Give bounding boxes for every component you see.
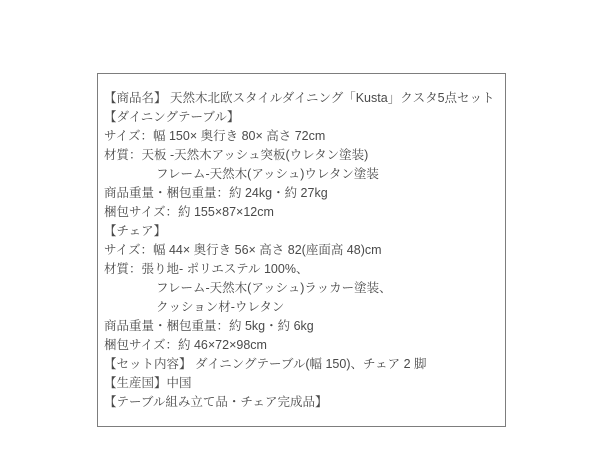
section-chair: 【チェア】: [104, 224, 167, 238]
assembly-note: 【テーブル組み立て品・チェア完成品】: [104, 395, 328, 409]
chair-material-frame: フレーム-天然木(アッシュ)ラッカー塗装、: [156, 281, 392, 295]
product-spec-panel: [97, 73, 506, 427]
chair-weight: 商品重量・梱包重量：約 5kg・約 6kg: [104, 319, 314, 333]
set-contents: 【セット内容】 ダイニングテーブル(幅 150)、チェア 2 脚: [104, 357, 427, 371]
table-weight: 商品重量・梱包重量：約 24kg・約 27kg: [104, 186, 328, 200]
table-material-top: 材質：天板 -天然木アッシュ突板(ウレタン塗装): [104, 148, 369, 162]
chair-material-fabric: 材質：張り地- ポリエステル 100%、: [104, 262, 309, 276]
country-of-origin: 【生産国】中国: [104, 376, 192, 390]
table-package-size: 梱包サイズ：約 155×87×12cm: [104, 205, 274, 219]
table-material-frame: フレーム-天然木(アッシュ)ウレタン塗装: [156, 167, 379, 181]
chair-size: サイズ：幅 44× 奥行き 56× 高さ 82(座面高 48)cm: [104, 243, 382, 257]
chair-package-size: 梱包サイズ：約 46×72×98cm: [104, 338, 267, 352]
product-name-line: 【商品名】 天然木北欧スタイルダイニング「Kusta」クスタ5点セット: [104, 91, 495, 105]
chair-material-cushion: クッション材-ウレタン: [156, 300, 285, 314]
table-size: サイズ：幅 150× 奥行き 80× 高さ 72cm: [104, 129, 326, 143]
section-dining-table: 【ダイニングテーブル】: [104, 110, 240, 124]
